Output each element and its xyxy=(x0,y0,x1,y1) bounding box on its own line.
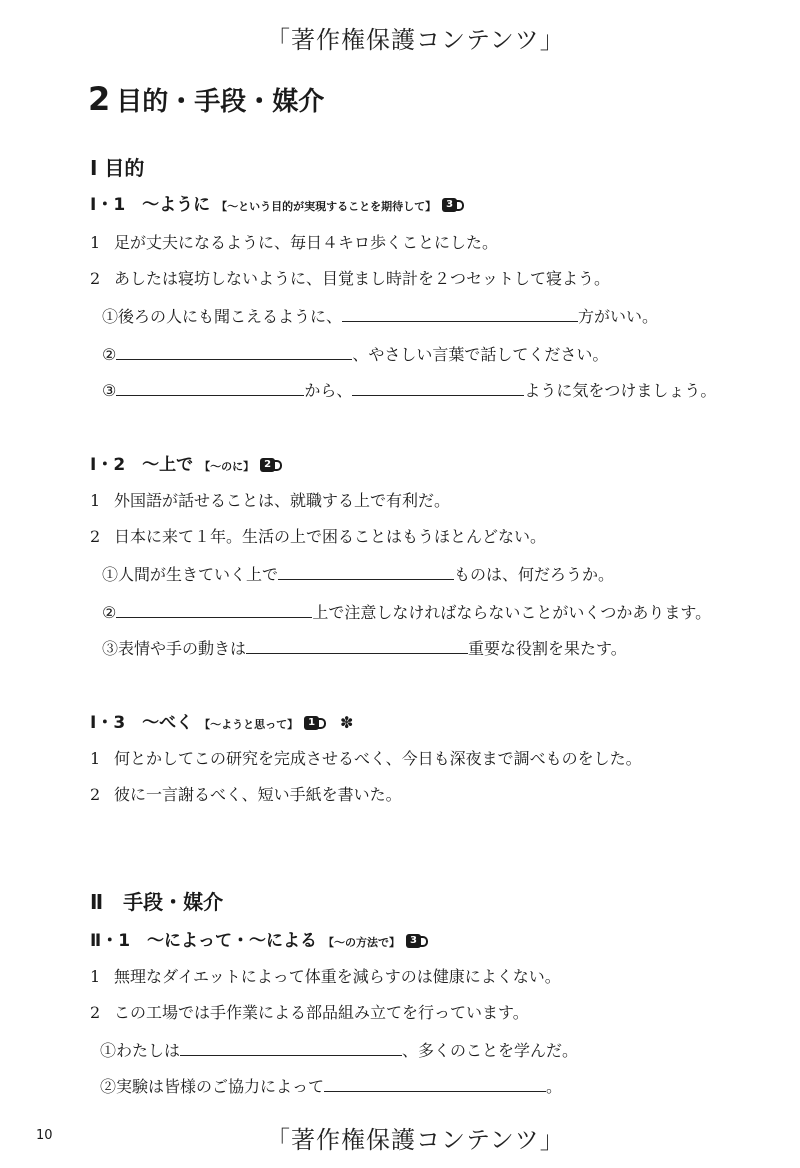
exercise-item xyxy=(100,1038,578,1061)
exercise-text-post: 、多くのことを学んだ。 xyxy=(402,1041,579,1060)
exercise-text-mid: から、 xyxy=(304,381,353,400)
cup-icon xyxy=(318,718,326,729)
exercise-text-post: 上で注意しなければならないことがいくつかあります。 xyxy=(312,603,712,622)
example-sentence xyxy=(90,524,546,547)
exercise-item xyxy=(102,600,711,623)
answer-blank[interactable] xyxy=(180,1041,402,1056)
example-number: 2 xyxy=(90,527,101,546)
grammar-note: 【〜という目的が実現することを期待して】 xyxy=(216,200,437,213)
example-text: 何とかしてこの研究を完成させるべく、今日も深夜まで調べものをした。 xyxy=(114,749,642,768)
section-heading-means: Ⅱ 手段・媒介 xyxy=(90,890,224,914)
grammar-heading-niyotte xyxy=(90,926,428,951)
exercise-text-pre: ③ xyxy=(102,381,117,400)
exercise-item xyxy=(102,304,658,327)
answer-blank[interactable] xyxy=(246,639,468,654)
grammar-note: 【〜の方法で】 xyxy=(322,936,400,949)
example-sentence xyxy=(90,964,561,987)
watermark-bottom: 「著作権保護コンテンツ」 xyxy=(266,1126,565,1154)
answer-blank[interactable] xyxy=(342,307,578,322)
exercise-text-post: ように気をつけましょう。 xyxy=(524,381,717,400)
example-number: 1 xyxy=(90,967,101,986)
star-icon: ✽ xyxy=(340,713,354,732)
example-text: この工場では手作業による部品組み立てを行っています。 xyxy=(114,1003,529,1022)
example-number: 1 xyxy=(90,749,101,768)
exercise-text-pre: ①わたしは xyxy=(100,1041,181,1060)
section-heading-purpose: Ⅰ 目的 xyxy=(90,156,145,180)
example-text: 足が丈夫になるように、毎日４キロ歩くことにした。 xyxy=(114,233,499,252)
level-badge: 1 xyxy=(304,716,319,730)
example-text: 無理なダイエットによって体重を減らすのは健康によくない。 xyxy=(114,967,561,986)
example-sentence xyxy=(90,266,610,289)
grammar-heading-youni xyxy=(90,190,464,215)
exercise-item xyxy=(100,1074,562,1097)
watermark-top: 「著作権保護コンテンツ」 xyxy=(266,26,565,54)
exercise-text-post: 、やさしい言葉で話してください。 xyxy=(352,345,609,364)
level-badge: 3 xyxy=(406,934,421,948)
example-text: あしたは寝坊しないように、目覚まし時計を２つセットして寝よう。 xyxy=(114,269,611,288)
answer-blank[interactable] xyxy=(352,381,524,396)
grammar-heading-beku xyxy=(90,708,353,733)
grammar-note: 【〜ようと思って】 xyxy=(199,718,299,731)
cup-icon xyxy=(456,200,464,211)
answer-blank[interactable] xyxy=(324,1077,546,1092)
example-sentence xyxy=(90,230,498,253)
exercise-text-pre: ② xyxy=(102,603,117,622)
example-text: 日本に来て１年。生活の上で困ることはもうほとんどない。 xyxy=(114,527,547,546)
answer-blank[interactable] xyxy=(116,603,312,618)
exercise-item xyxy=(102,342,608,365)
answer-blank[interactable] xyxy=(116,381,304,396)
exercise-item xyxy=(102,562,614,585)
exercise-text-post: 重要な役割を果たす。 xyxy=(468,639,627,658)
exercise-item xyxy=(102,378,716,401)
level-badge: 2 xyxy=(260,458,275,472)
grammar-label: Ⅰ・1 〜ように xyxy=(90,195,211,215)
cup-icon xyxy=(420,936,428,947)
chapter-title: 目的・手段・媒介 xyxy=(116,87,325,117)
example-number: 2 xyxy=(90,269,101,288)
grammar-heading-uede xyxy=(90,450,282,475)
grammar-label: Ⅰ・2 〜上で xyxy=(90,455,194,475)
example-sentence xyxy=(90,746,642,769)
answer-blank[interactable] xyxy=(116,345,352,360)
level-badge: 3 xyxy=(442,198,457,212)
exercise-text-pre: ③表情や手の動きは xyxy=(102,639,247,658)
grammar-note: 【〜のに】 xyxy=(199,460,255,473)
chapter-number: 2 xyxy=(88,80,111,118)
example-number: 2 xyxy=(90,1003,101,1022)
exercise-text-pre: ②実験は皆様のご協力によって xyxy=(100,1077,325,1096)
exercise-text-pre: ①後ろの人にも聞こえるように、 xyxy=(102,307,343,326)
example-number: 1 xyxy=(90,491,101,510)
page-number: 10 xyxy=(36,1128,53,1143)
exercise-text-post: 方がいい。 xyxy=(578,307,659,326)
grammar-label: Ⅰ・3 〜べく xyxy=(90,713,194,733)
exercise-text-post: ものは、何だろうか。 xyxy=(454,565,615,584)
example-sentence xyxy=(90,1000,529,1023)
answer-blank[interactable] xyxy=(278,565,454,580)
chapter-heading xyxy=(88,80,324,118)
example-number: 2 xyxy=(90,785,101,804)
example-text: 彼に一言謝るべく、短い手紙を書いた。 xyxy=(114,785,402,804)
cup-icon xyxy=(274,460,282,471)
example-sentence xyxy=(90,782,402,805)
exercise-text-post: 。 xyxy=(546,1077,563,1096)
example-number: 1 xyxy=(90,233,101,252)
exercise-text-pre: ② xyxy=(102,345,117,364)
exercise-item xyxy=(102,636,627,659)
grammar-label: Ⅱ・1 〜によって・〜による xyxy=(90,931,318,951)
example-sentence xyxy=(90,488,450,511)
example-text: 外国語が話せることは、就職する上で有利だ。 xyxy=(114,491,451,510)
exercise-text-pre: ①人間が生きていく上で xyxy=(102,565,279,584)
